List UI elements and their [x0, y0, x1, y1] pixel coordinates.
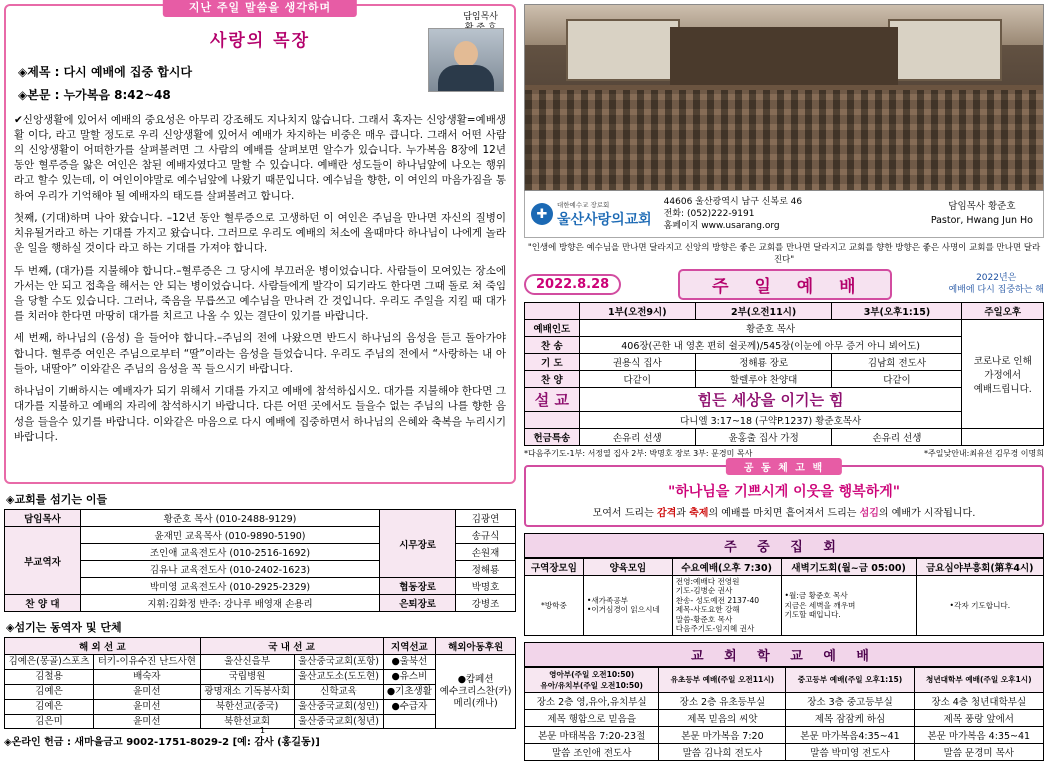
praise-3: 다같이: [832, 371, 962, 388]
table-header-row: [525, 559, 1044, 576]
denomination-label: 대한예수교 장로회: [557, 200, 610, 209]
confession-word-festival: 축제: [689, 508, 709, 519]
school-text: 본문 마가복음4:35~41: [786, 726, 914, 743]
confession-sub-pre: 모여서 드리는: [592, 508, 657, 519]
confession-sub-mid2: 의 예배를 마치면 흩어져서 드리는: [708, 508, 860, 519]
mission-cell: 김은미: [5, 714, 94, 729]
confession-word-service: 섬김: [859, 508, 879, 519]
worship-header: [524, 269, 1044, 300]
cross-icon: ✚: [531, 203, 553, 225]
weekly-friday-value: •각자 기도합니다.: [916, 576, 1043, 636]
church-info-bar: [524, 191, 1044, 238]
mission-cell: 김예은(몽골)스포츠: [5, 655, 94, 670]
school-text: 본문 마가복음 4:35~41: [914, 726, 1043, 743]
pastor-photo-body: [438, 65, 494, 91]
afternoon-note: [962, 320, 1044, 429]
school-header-elementary: 유초등부 예배(주일 오전11시): [659, 667, 786, 692]
sanctuary-photo: [524, 4, 1044, 191]
sermon-ref-value: 다니엘 3:17~18 (구약P.1237) 황준호목사: [579, 412, 962, 429]
retired-elder-label: 은퇴장로: [380, 595, 456, 612]
dawn-line: •월:금 황준호 목사: [784, 591, 848, 601]
weekly-header-training: 양육모임: [583, 559, 672, 576]
worship-col-1: 1부(오전9시): [579, 303, 695, 320]
worship-leader: 황준호 목사: [579, 320, 962, 337]
confession-word-emotion: 감격: [656, 508, 677, 519]
school-subject: 제목 풍랑 앞에서: [914, 709, 1043, 726]
school-speaker: 말씀 김나희 전도사: [659, 743, 786, 760]
mission-cell: 김예은: [5, 699, 94, 714]
afternoon-note-line: 코로나로 인해: [973, 356, 1032, 367]
table-row: [525, 576, 1044, 636]
sermon-title: 사랑의 목장: [209, 31, 311, 51]
offering-song-1: 손유리 선생: [579, 429, 695, 446]
wed-line: 제목-사도요한 강해: [675, 605, 740, 615]
church-address: [658, 196, 931, 232]
mission-cell: 울산교도소(도도현): [294, 669, 383, 684]
table-row: [5, 595, 516, 612]
praise-1: 다같이: [579, 371, 695, 388]
weekly-header-dawn: 새벽기도회(월~금 05:00): [781, 559, 916, 576]
table-row: [525, 429, 1044, 446]
address-line: 44606 울산광역시 남구 신복로 46: [663, 196, 803, 207]
dawn-line: 지금은 세벽을 깨우며: [784, 600, 856, 610]
prayer-3: 김남희 전도사: [832, 354, 962, 371]
servants-name: 박미영 교육전도사 (010-2925-2329): [80, 578, 379, 595]
photo-stage: [670, 27, 898, 85]
sermon-title-value: 힘든 세상을 이기는 힘: [579, 388, 962, 412]
mission-cell: 울산중국교회(성인): [294, 699, 383, 714]
mission-cell: 울산중국교회(포항): [294, 655, 383, 670]
pastor-photo-head: [454, 41, 478, 67]
church-school-title: 교 회 학 교 예 배: [524, 642, 1044, 667]
table-row: [525, 692, 1044, 709]
prayer-2: 정해룡 장로: [695, 354, 832, 371]
mission-section-title: ◈섬기는 동역자 및 단체: [6, 621, 122, 634]
elder-name: 손원재: [456, 544, 516, 561]
year-note-line1: 2022년은: [976, 272, 1017, 283]
afternoon-note-line: 예배드립니다.: [973, 384, 1032, 395]
online-offering-note: ◈온라인 헌금 : 새마을금고 9002-1751-8029-2 [예: 감사 (홍길동)]: [4, 737, 320, 749]
photo-congregation: [525, 90, 1043, 190]
weekly-header-friday: 금요심야부흥회(第후4시): [916, 559, 1043, 576]
phone-line: 전화: (052)222-9191: [663, 208, 755, 219]
mission-cell: [436, 655, 516, 729]
table-row: [525, 743, 1044, 760]
weekly-meetings-table: [524, 558, 1044, 636]
row-label-prayer: 기 도: [525, 354, 580, 371]
retired-elder-name: 강병조: [456, 595, 516, 612]
servants-name: 황준호 목사 (010-2488-9129): [80, 510, 379, 527]
pastor-caption: 담임목사: [463, 12, 498, 22]
weekly-training-value: [583, 576, 672, 636]
mission-cell: 윤미선: [94, 684, 201, 699]
school-speaker: 말씀 문경미 목사: [914, 743, 1043, 760]
wed-line: 다음주기도-임지혜 권사: [675, 624, 755, 634]
table-header-row: [5, 638, 516, 655]
weekly-district-value: *방학중: [525, 576, 584, 636]
table-row: [5, 510, 516, 527]
offering-song-afternoon: [962, 429, 1044, 446]
servants-name: 김유나 교육전도사 (010-2402-1623): [80, 561, 379, 578]
row-label-sermon-ref: [525, 412, 580, 429]
mission-cell: 신학교육: [294, 684, 383, 699]
wed-line: 전영:예배다 전영원: [675, 577, 740, 586]
sermon-body: [14, 113, 506, 445]
mission-cell: 국립병원: [200, 669, 294, 684]
row-label-offering-song: 헌금특송: [525, 429, 580, 446]
offering-song-3: 손유리 선생: [832, 429, 962, 446]
mission-cell: 김예은: [5, 684, 94, 699]
worship-year-note: [948, 273, 1044, 296]
servants-role: 찬 양 대: [5, 595, 81, 612]
pastor-photo: [428, 28, 504, 92]
sermon-paragraph: 하나님이 기뻐하시는 예배자가 되기 위해서 기대를 가지고 예배에 참석하십시오. 대가를 지불해야 한다면 그 대가를 지불하고 예배의 자리에 참석하시기 바랍니다. 다른 어떤 곳에서도 들을수 없는 주님의 나를 향한 음성을 들을수 있기를 바랍니다. 이와같은 마음으로 다시 예배에 집중하면서 하나님의 은혜와 축복을 누리시기 바랍니다.: [14, 385, 506, 443]
mission-header: 국 내 선 교: [200, 638, 383, 655]
pastor-title-ko: 담임목사 황준호: [948, 200, 1016, 212]
sermon-paragraph: ✔신앙생활에 있어서 예배의 중요성은 아무리 강조해도 지나치지 않습니다. 그래서 혹자는 신앙생활=예배생활 이다, 라고 말할 정도로 우리 신앙생활에 있어서 예배가 차지하는 비중은 매우 큽니다. 그래서 어떤 사람의 신앙생활이 어떠한가를 살펴볼려면 그 사람의 예배를 살펴보면 알수가 있습니다. 누가복음 8장에 12년 동안 혈루증을 앓은 여인은 참된 예배자였다고 말할 수 있습니다. 예배란 성도들이 하나님앞에 나오는 행위라고 할수 있는데, 이 여인이야말로 예수님앞에 나왔기 때문입니다. 예수님을 향한, 이 여인의 마음가짐을 통하여 우리가 기억해야 될 예배자의 태도를 살펴볼려고 합니다.: [14, 113, 506, 202]
subject-label: ◈제목 :: [18, 65, 60, 79]
weekly-header-district: 구역장모임: [525, 559, 584, 576]
mission-header: 해외아동후원: [436, 638, 516, 655]
afternoon-note-line: 가정에서: [984, 370, 1022, 381]
weekly-wednesday-value: [672, 576, 781, 636]
worship-col-afternoon: 주일오후: [962, 303, 1044, 320]
school-place: 장소 2층 유초등부실: [659, 692, 786, 709]
servants-role: 부교역자: [5, 527, 81, 595]
year-note-line2: 예배에 다시 집중하는 해: [948, 284, 1044, 295]
servants-name: 조인애 교육전도사 (010-2516-1692): [80, 544, 379, 561]
servants-section-title: ◈교회를 섬기는 이들: [6, 493, 108, 506]
sponsor-line: ●캄페션: [457, 673, 494, 685]
wed-line: 말씀-황준호 목사: [675, 614, 733, 624]
servants-name: 윤재민 교육목사 (010-9890-5190): [80, 527, 379, 544]
table-row: [525, 709, 1044, 726]
table-row: [5, 578, 516, 595]
pastor-title-en: Pastor, Hwang Jun Ho: [930, 215, 1033, 226]
worship-date: 2022.8.28: [524, 274, 621, 295]
school-subject: 제목 믿음의 씨앗: [659, 709, 786, 726]
sermon-banner: 지난 주일 말씀을 생각하며: [163, 0, 357, 17]
assoc-elder-label: 협동장로: [380, 578, 456, 595]
row-label-praise: 찬 양: [525, 371, 580, 388]
weekly-header-wednesday: 수요예배(오후 7:30): [672, 559, 781, 576]
assoc-elder-name: 박명호: [456, 578, 516, 595]
elder-name: 김광연: [456, 510, 516, 527]
mission-cell: 광명재소 기독봉사회: [200, 684, 294, 699]
row-label-leader: 예배인도: [525, 320, 580, 337]
sponsor-line: 예수크리스찬(카): [439, 685, 512, 697]
table-row: [525, 320, 1044, 337]
training-line: •이거심경이 읽으시네: [586, 605, 660, 615]
mission-table: [4, 637, 516, 729]
school-text: 본문 마가복음 7:20: [659, 726, 786, 743]
school-place: 장소 3층 중고등부실: [786, 692, 914, 709]
church-name: 울산사랑의교회: [557, 211, 652, 228]
mission-cell: ●기초생활: [383, 684, 436, 699]
page-number: 1: [260, 726, 266, 735]
worship-col-2: 2부(오전11시): [695, 303, 832, 320]
prayer-1: 권용식 집사: [579, 354, 695, 371]
mission-cell: 울산신을부: [200, 655, 294, 670]
school-header-line: 유아/유치부(주일 오전10:50): [540, 680, 643, 690]
dawn-line: 기도할 때입니다.: [784, 610, 841, 620]
weekly-meetings-title: 주 중 집 회: [524, 533, 1044, 558]
worship-table: [524, 302, 1044, 446]
school-header-youth: 청년대학부 예배(주일 오후1시): [914, 667, 1043, 692]
sermon-paragraph: 두 번째, (대가)를 지불해야 합니다.–혈루증은 그 당시에 부끄러운 병이었습니다. 사람들이 모여있는 장소에 가서는 안 되고 접촉을 해서는 안 되는 병이었습니다. 사람들에게 발각이 되기라도 한다면 그때 돌로 쳐 죽임을 당할 수도 있습니다. 그러나, 죽음을 무릅쓰고 예수님을 만나려 간 것입니다. 우리도 주일을 지킬 때 대가를 치러야 한다면 마땅히 대가를 치르고 나올 수 있는 결단이 있기를 바랍니다.: [14, 264, 506, 323]
worship-col-blank: [525, 303, 580, 320]
left-column: [4, 1, 516, 749]
school-header-line: 영아부(주일 오전10:50): [549, 669, 635, 679]
sermon-paragraph: 세 번째, 하나님의 (음성) 을 들어야 합니다.–주님의 전에 나왔으면 반드시 하나님의 음성을 듣고 돌아가야 합니다. 혈루증 여인은 주님으로부터 “딸”이라는 음성을 들었습니다. 우리도 주님의 전에서 “사랑하는 내 아들아, 내딸아” 이와같은 주님의 음성을 꼭 들으시기 바랍니다.: [14, 332, 506, 375]
table-header-row: [525, 667, 1044, 692]
church-school-table: [524, 667, 1044, 761]
mission-cell: 터키-이유수진 난드사현: [94, 655, 201, 670]
homepage-line[interactable]: 홈페이지 www.usarang.org: [663, 221, 780, 232]
church-logo: [525, 200, 658, 229]
training-line: •새가족공부: [586, 595, 629, 605]
confession-main: "하나님을 기쁘시게 이웃을 행복하게": [667, 484, 901, 500]
mission-cell: 김철용: [5, 669, 94, 684]
church-pastor: [931, 200, 1043, 229]
servants-name: 지휘:김화정 반주: 강나루 배영재 손용리: [80, 595, 379, 612]
row-label-hymn: 찬 송: [525, 337, 580, 354]
table-row: [525, 726, 1044, 743]
mission-cell: 북한선교회: [200, 714, 294, 729]
mission-cell: ●유스비: [383, 669, 436, 684]
confession-sub-mid: 과: [676, 508, 690, 519]
offering-song-2: 윤홍출 집사 가정: [695, 429, 832, 446]
elder-name: 정해룡: [456, 561, 516, 578]
mission-header: 해 외 선 교: [5, 638, 201, 655]
table-header-row: [525, 303, 1044, 320]
wed-line: 찬송- 성도예전 2137-40: [675, 595, 760, 605]
confession-sub-end: 의 예배가 시작됩니다.: [878, 508, 976, 519]
school-text: 본문 마태복음 7:20-23절: [525, 726, 659, 743]
wed-line: 기도-김병순 권사: [675, 586, 733, 596]
school-subject: 제목 잠잠케 하심: [786, 709, 914, 726]
praise-2: 할렐루야 찬양대: [695, 371, 832, 388]
sponsor-line: 메리(캐나): [453, 697, 498, 709]
mission-cell: ●울북선: [383, 655, 436, 670]
community-confession: [524, 465, 1044, 527]
table-row: [5, 655, 516, 670]
elders-label: 시무장로: [380, 510, 456, 578]
confession-banner: 공 동 체 고 백: [726, 458, 842, 475]
right-column: [524, 4, 1044, 759]
hymn-value: 406장(곤한 내 영혼 편히 쉴곳께)/545장(이눈에 아무 증거 아니 뵈어도): [579, 337, 962, 354]
mission-header: 지역선교: [383, 638, 436, 655]
school-header-middle-high: 중고등부 예배(주일 오후1:15): [786, 667, 914, 692]
school-place: 장소 4층 청년대학부실: [914, 692, 1043, 709]
worship-col-3: 3부(오후1:15): [832, 303, 962, 320]
text-label: ◈본문 :: [18, 87, 60, 102]
sermon-summary-box: [4, 1, 516, 484]
servants-table: [4, 509, 516, 612]
confession-sub: [532, 504, 1036, 519]
mission-cell: [383, 714, 436, 729]
school-place: 장소 2층 영,유아,유치부실: [525, 692, 659, 709]
photo-screen-left: [566, 19, 680, 81]
usher-note: *주일낮안내:최유선 김무경 이명희: [924, 449, 1044, 458]
sermon-paragraph: 첫째, (기대)하며 나아 왔습니다. –12년 동안 혈루증으로 고생하던 이 여인은 주님을 만나면 자신의 질병이 치유될거라고 하는 기대를 가지고 왔습니다. 그러므로 우리도 예배의 처소에 올때마다 하나님이 나에게 놀라운 일을 행하실 것이다 라고 하는 기대를 가져야 합니다.: [14, 211, 506, 255]
servants-role: 담임목사: [5, 510, 81, 527]
text-value: 누가복음 8:42~48: [63, 87, 171, 102]
elder-name: 송규식: [456, 527, 516, 544]
weekly-dawn-value: [781, 576, 916, 636]
subject-value: 다시 예배에 집중 합시다: [63, 65, 193, 79]
next-week-prayer: *다음주기도-1부: 서정열 집사 2부: 박명호 장로 3부: 문경미 목사: [524, 449, 753, 458]
photo-screen-right: [888, 19, 1002, 81]
vision-quote: "인생에 방향은 예수님을 만나면 달라지고 신앙의 방향은 좋은 교회를 만나면 달라지고 교회를 향한 방향은 좋은 사명이 교회를 만나면 달라 진다": [527, 243, 1041, 265]
row-label-sermon: 설 교: [525, 388, 580, 412]
mission-cell: 배숙자: [94, 669, 201, 684]
mission-cell: 울산중국교회(청년): [294, 714, 383, 729]
worship-title: 주 일 예 배: [678, 269, 891, 300]
school-subject: 제목 행함으로 믿음을: [525, 709, 659, 726]
school-speaker: 말씀 박미영 전도사: [786, 743, 914, 760]
mission-cell: 윤미선: [94, 714, 201, 729]
mission-cell: 윤미선: [94, 699, 201, 714]
school-header-infant: [525, 667, 659, 692]
mission-cell: ●수급자: [383, 699, 436, 714]
school-speaker: 말씀 조인애 전도사: [525, 743, 659, 760]
mission-cell: 북한선교(중국): [200, 699, 294, 714]
